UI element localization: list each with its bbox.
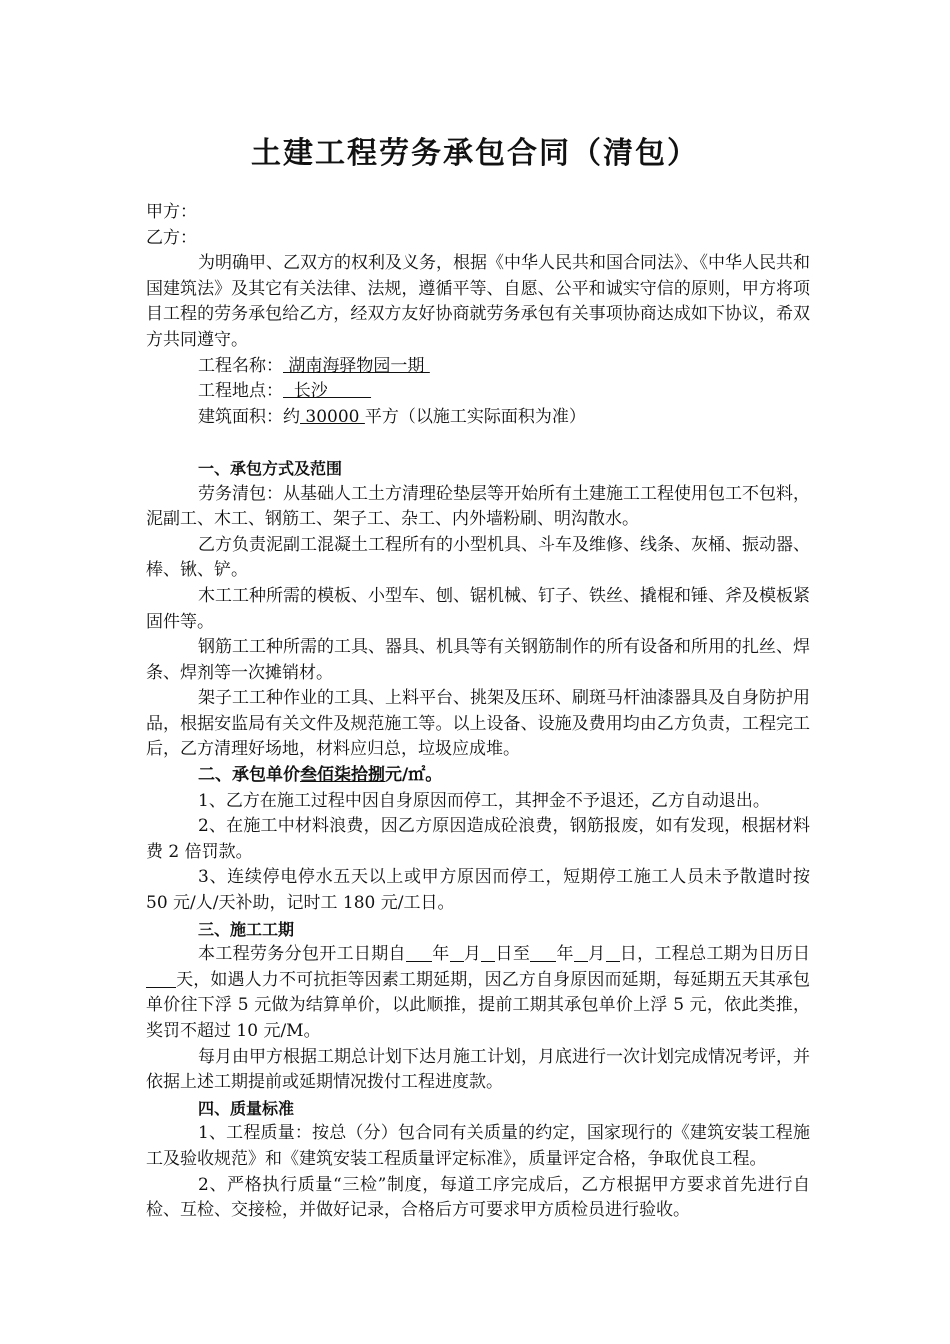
project-name-line <box>146 354 810 380</box>
intro-paragraph: 为明确甲、乙双方的权利及义务，根据《中华人民共和国合同法》、《中华人民共和国建筑法》及其它有关法律、法规，遵循平等、自愿、公平和诚实守信的原则，甲方将项目工程的劳务承包给乙方，经双方友好协商就劳务承包有关事项协商达成如下协议，希双方共同遵守。 <box>146 253 810 350</box>
start-day-label: 日至 <box>495 944 531 965</box>
party-a-line: 甲方： <box>146 202 197 222</box>
section4-item-2: 2、严格执行质量“三检”制度，每道工序完成后，乙方根据甲方要求首先进行自检、互检、交接检，并做好记录，合格后方可要求甲方质检员进行验收。 <box>146 1174 810 1221</box>
duration-days-blank <box>146 969 176 988</box>
section2-item-3: 3、连续停电停水五天以上或甲方原因而停工，短期停工施工人员未予散遣时按 50 元/人/天补助，记时工 180 元/工日。 <box>146 867 810 914</box>
party-b-line: 乙方： <box>146 227 197 248</box>
end-month-label: 月 <box>587 944 606 965</box>
project-area-value: 30000 <box>300 406 365 427</box>
project-name-label: 工程名称： <box>198 355 283 376</box>
section1-paragraph-1: 劳务清包：从基础人工土方清理砼垫层等开始所有土建施工工程使用包工不包料，泥副工、木工、钢筋工、架子工、杂工、内外墙粉刷、明沟散水。 <box>146 483 810 530</box>
project-name-value: 湖南海驿物园一期 <box>283 355 430 376</box>
end-year-label: 年 <box>556 944 574 965</box>
section2-heading-suffix: 元/㎡。 <box>385 765 443 786</box>
project-area-line <box>146 405 810 431</box>
contract-body <box>146 200 810 1224</box>
section2-item-1: 1、乙方在施工过程中因自身原因而停工，其押金不予退还，乙方自动退出。 <box>198 790 770 811</box>
start-month-label: 月 <box>463 944 482 965</box>
project-area-label: 建筑面积：约 <box>198 406 300 427</box>
section1-paragraph-4: 钢筋工工种所需的工具、器具、机具等有关钢筋制作的所有设备和所用的扎丝、焊条、焊剂等一次摊销材。 <box>146 637 810 683</box>
schedule-text-rest: 天，如遇人力不可抗拒等因素工期延期，因乙方自身原因而延期，每延期五天其承包单价往下浮 5 元做为结算单价，以此顺推，提前工期其承包单价上浮 5 元，依此类推，奖罚不超过 10 元/M。 <box>146 969 810 1041</box>
document-title: 土建工程劳务承包合同（清包） <box>251 136 699 171</box>
end-day-blank <box>606 943 620 962</box>
section1-paragraph-5: 架子工工种作业的工具、上料平台、挑架及压环、刷斑马杆油漆器具及自身防护用品，根据安监局有关文件及规范施工等。以上设备、设施及费用均由乙方负责，工程完工后，乙方清理好场地，材料应归总，垃圾应成堆。 <box>146 688 810 760</box>
end-day-label: 日，工程总工期为日历日 <box>619 944 811 965</box>
start-day-blank <box>481 943 495 962</box>
project-location-line <box>146 379 810 405</box>
section3-heading: 三、施工工期 <box>198 919 295 939</box>
project-location-value: 长沙 <box>283 381 372 402</box>
end-month-blank <box>574 943 588 962</box>
section1-paragraph-2: 乙方负责泥副工混凝土工程所有的小型机具、斗车及维修、线条、灰桶、振动器、棒、锹、铲。 <box>146 534 810 581</box>
section1-paragraph-3: 木工工种所需的模板、小型车、刨、锯机械、钉子、铁丝、撬棍和锤、斧及模板紧固件等。 <box>146 585 810 632</box>
section3-paragraph-1 <box>146 942 810 1044</box>
end-year-blank <box>530 943 556 962</box>
project-area-suffix: 平方（以施工实际面积为准） <box>364 406 586 427</box>
start-year-label: 年 <box>431 944 450 965</box>
section4-heading: 四、质量标准 <box>198 1098 295 1118</box>
section1-heading: 一、承包方式及范围 <box>198 458 343 478</box>
section2-item-2: 2、在施工中材料浪费，因乙方原因造成砼浪费，钢筋报废，如有发现，根据材料费 2 倍罚款。 <box>146 816 810 862</box>
start-year-blank <box>406 943 432 962</box>
section2-heading <box>146 763 810 789</box>
section2-unit-price: 叁佰柒拾捌 <box>300 765 385 786</box>
section4-item-1: 1、工程质量：按总（分）包合同有关质量的约定，国家现行的《建筑安装工程施工及验收规范》和《建筑安装工程质量评定标准》，质量评定合格，争取优良工程。 <box>146 1123 810 1169</box>
section3-paragraph-2: 每月由甲方根据工期总计划下达月施工计划，月底进行一次计划完成情况考评，并依据上述工期提前或延期情况拨付工程进度款。 <box>146 1046 810 1093</box>
section2-heading-prefix: 二、承包单价 <box>198 765 300 786</box>
start-month-blank <box>450 943 464 962</box>
schedule-text-start: 本工程劳务分包开工日期自 <box>198 944 406 965</box>
project-location-label: 工程地点： <box>198 381 283 402</box>
spacer <box>146 430 810 456</box>
